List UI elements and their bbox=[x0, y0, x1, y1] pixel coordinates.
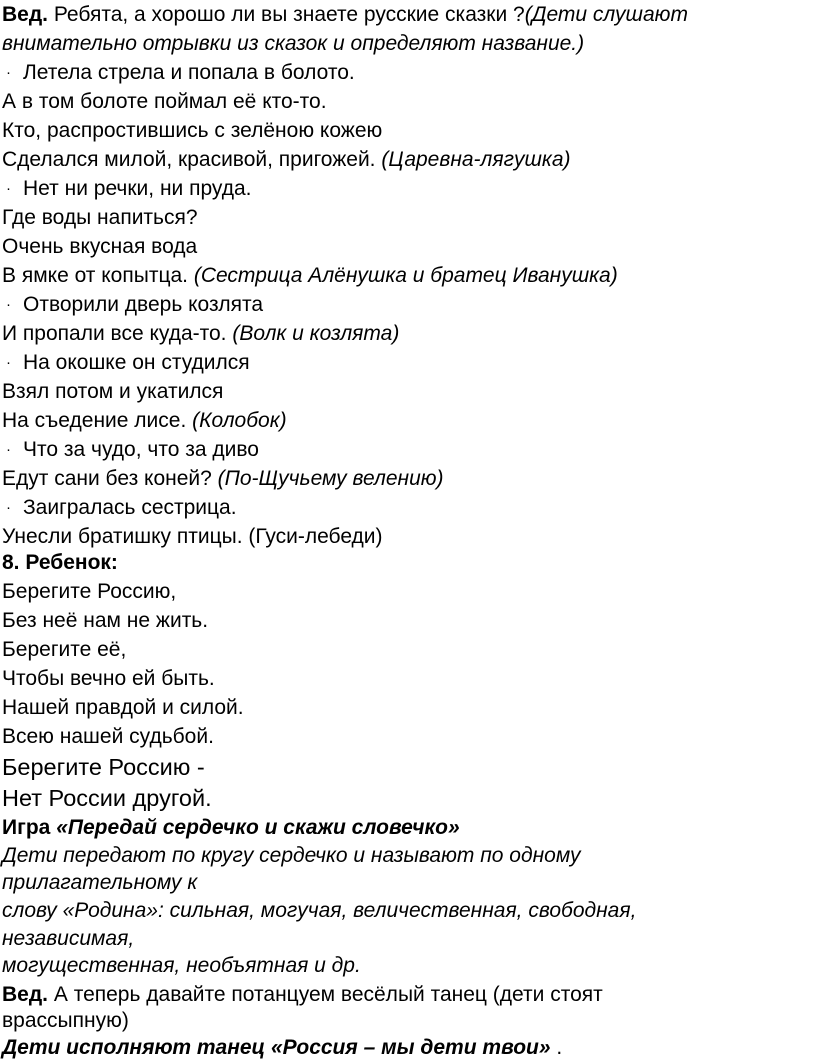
game-desc-line: могущественная, необъятная и др. bbox=[2, 954, 361, 977]
dance-final-tail: . bbox=[550, 1036, 563, 1059]
game-desc-line: Дети передают по кругу сердечко и называют по одному bbox=[2, 844, 581, 867]
riddle-2-line-3: Очень вкусная вода bbox=[2, 235, 198, 258]
poem-line-big: Нет России другой. bbox=[2, 785, 212, 811]
dance-final-line bbox=[2, 1035, 562, 1061]
riddle-6-line-1 bbox=[2, 495, 237, 521]
game-label: Игра bbox=[2, 816, 57, 839]
riddle-text: Нет ни речки, ни пруда. bbox=[23, 177, 252, 200]
riddle-2-line-2: Где воды напиться? bbox=[2, 206, 198, 229]
riddle-text: На съедение лисе. bbox=[2, 409, 187, 432]
bullet-icon: · bbox=[6, 64, 11, 81]
bullet-icon: · bbox=[6, 180, 11, 197]
riddle-text: На окошке он студился bbox=[23, 351, 250, 374]
intro-line-1 bbox=[2, 2, 688, 28]
game-title-line bbox=[2, 815, 460, 841]
riddle-answer: (Волк и козлята) bbox=[226, 322, 400, 345]
riddle-text: Летела стрела и попала в болото. bbox=[23, 61, 355, 84]
riddle-4-line-2: Взял потом и укатился bbox=[2, 380, 224, 403]
poem-line: Чтобы вечно ей быть. bbox=[2, 667, 215, 690]
riddle-text: Заигралась сестрица. bbox=[23, 496, 237, 519]
riddle-answer: (Колобок) bbox=[186, 409, 287, 432]
bullet-icon: · bbox=[6, 441, 11, 458]
riddle-5-line-2 bbox=[2, 466, 444, 492]
riddle-answer: (Царевна-лягушка) bbox=[375, 148, 571, 171]
riddle-1-line-4 bbox=[2, 147, 571, 173]
bullet-icon: · bbox=[6, 499, 11, 516]
intro-text: Ребята, а хорошо ли вы знаете русские сказки ? bbox=[48, 3, 525, 26]
riddle-5-line-1 bbox=[2, 437, 259, 463]
dance-text: А теперь давайте потанцуем весёлый танец (дети стоят bbox=[48, 983, 603, 1006]
riddle-3-line-2 bbox=[2, 321, 399, 347]
speaker-label: Вед. bbox=[2, 3, 49, 26]
riddle-text: Сделался милой, красивой, пригожей. bbox=[2, 148, 376, 171]
riddle-text: Что за чудо, что за диво bbox=[23, 438, 259, 461]
dance-line-1 bbox=[2, 982, 603, 1008]
riddle-answer: (Сестрица Алёнушка и братец Иванушка) bbox=[188, 264, 618, 287]
game-desc-line: слову «Родина»: сильная, могучая, величественная, свободная, bbox=[2, 899, 637, 922]
poem-line: Нашей правдой и силой. bbox=[2, 696, 244, 719]
poem-line: Без неё нам не жить. bbox=[2, 609, 209, 632]
poem-line: Берегите Россию, bbox=[2, 580, 177, 603]
game-title: «Передай сердечко и скажи словечко» bbox=[56, 816, 460, 839]
riddle-1-line-1 bbox=[2, 60, 355, 86]
intro-note-line-2: внимательно отрывки из сказок и определяют название.) bbox=[2, 32, 585, 55]
riddle-4-line-1 bbox=[2, 350, 250, 376]
riddle-2-line-1 bbox=[2, 176, 252, 202]
poem-line: Всею нашей судьбой. bbox=[2, 725, 214, 748]
riddle-text: Едут сани без коней? bbox=[2, 467, 212, 490]
game-desc-line: прилагательному к bbox=[2, 871, 198, 894]
riddle-text: И пропали все куда-то. bbox=[2, 322, 227, 345]
bullet-icon: · bbox=[6, 354, 11, 371]
speaker-label: Вед. bbox=[2, 983, 49, 1006]
bullet-icon: · bbox=[6, 296, 11, 313]
riddle-6-line-2: Унесли братишку птицы. (Гуси-лебеди) bbox=[2, 525, 383, 548]
poem-line: Берегите её, bbox=[2, 638, 127, 661]
riddle-1-line-3: Кто, распростившись с зелёною кожею bbox=[2, 119, 383, 142]
riddle-text: Отворили дверь козлята bbox=[23, 293, 264, 316]
riddle-answer: (По-Щучьему велению) bbox=[211, 467, 444, 490]
child-heading: 8. Ребенок: bbox=[2, 551, 118, 574]
dance-line-2: врассыпную) bbox=[2, 1009, 129, 1032]
game-desc-line: независимая, bbox=[2, 927, 135, 950]
dance-final: Дети исполняют танец «Россия – мы дети твои» bbox=[2, 1036, 551, 1059]
poem-line-big: Берегите Россию - bbox=[2, 754, 205, 780]
riddle-text: В ямке от копытца. bbox=[2, 264, 188, 287]
riddle-2-line-4 bbox=[2, 263, 618, 289]
riddle-4-line-3 bbox=[2, 408, 287, 434]
riddle-1-line-2: А в том болоте поймал её кто-то. bbox=[2, 90, 327, 113]
intro-note: (Дети слушают bbox=[524, 3, 688, 26]
riddle-3-line-1 bbox=[2, 292, 263, 318]
